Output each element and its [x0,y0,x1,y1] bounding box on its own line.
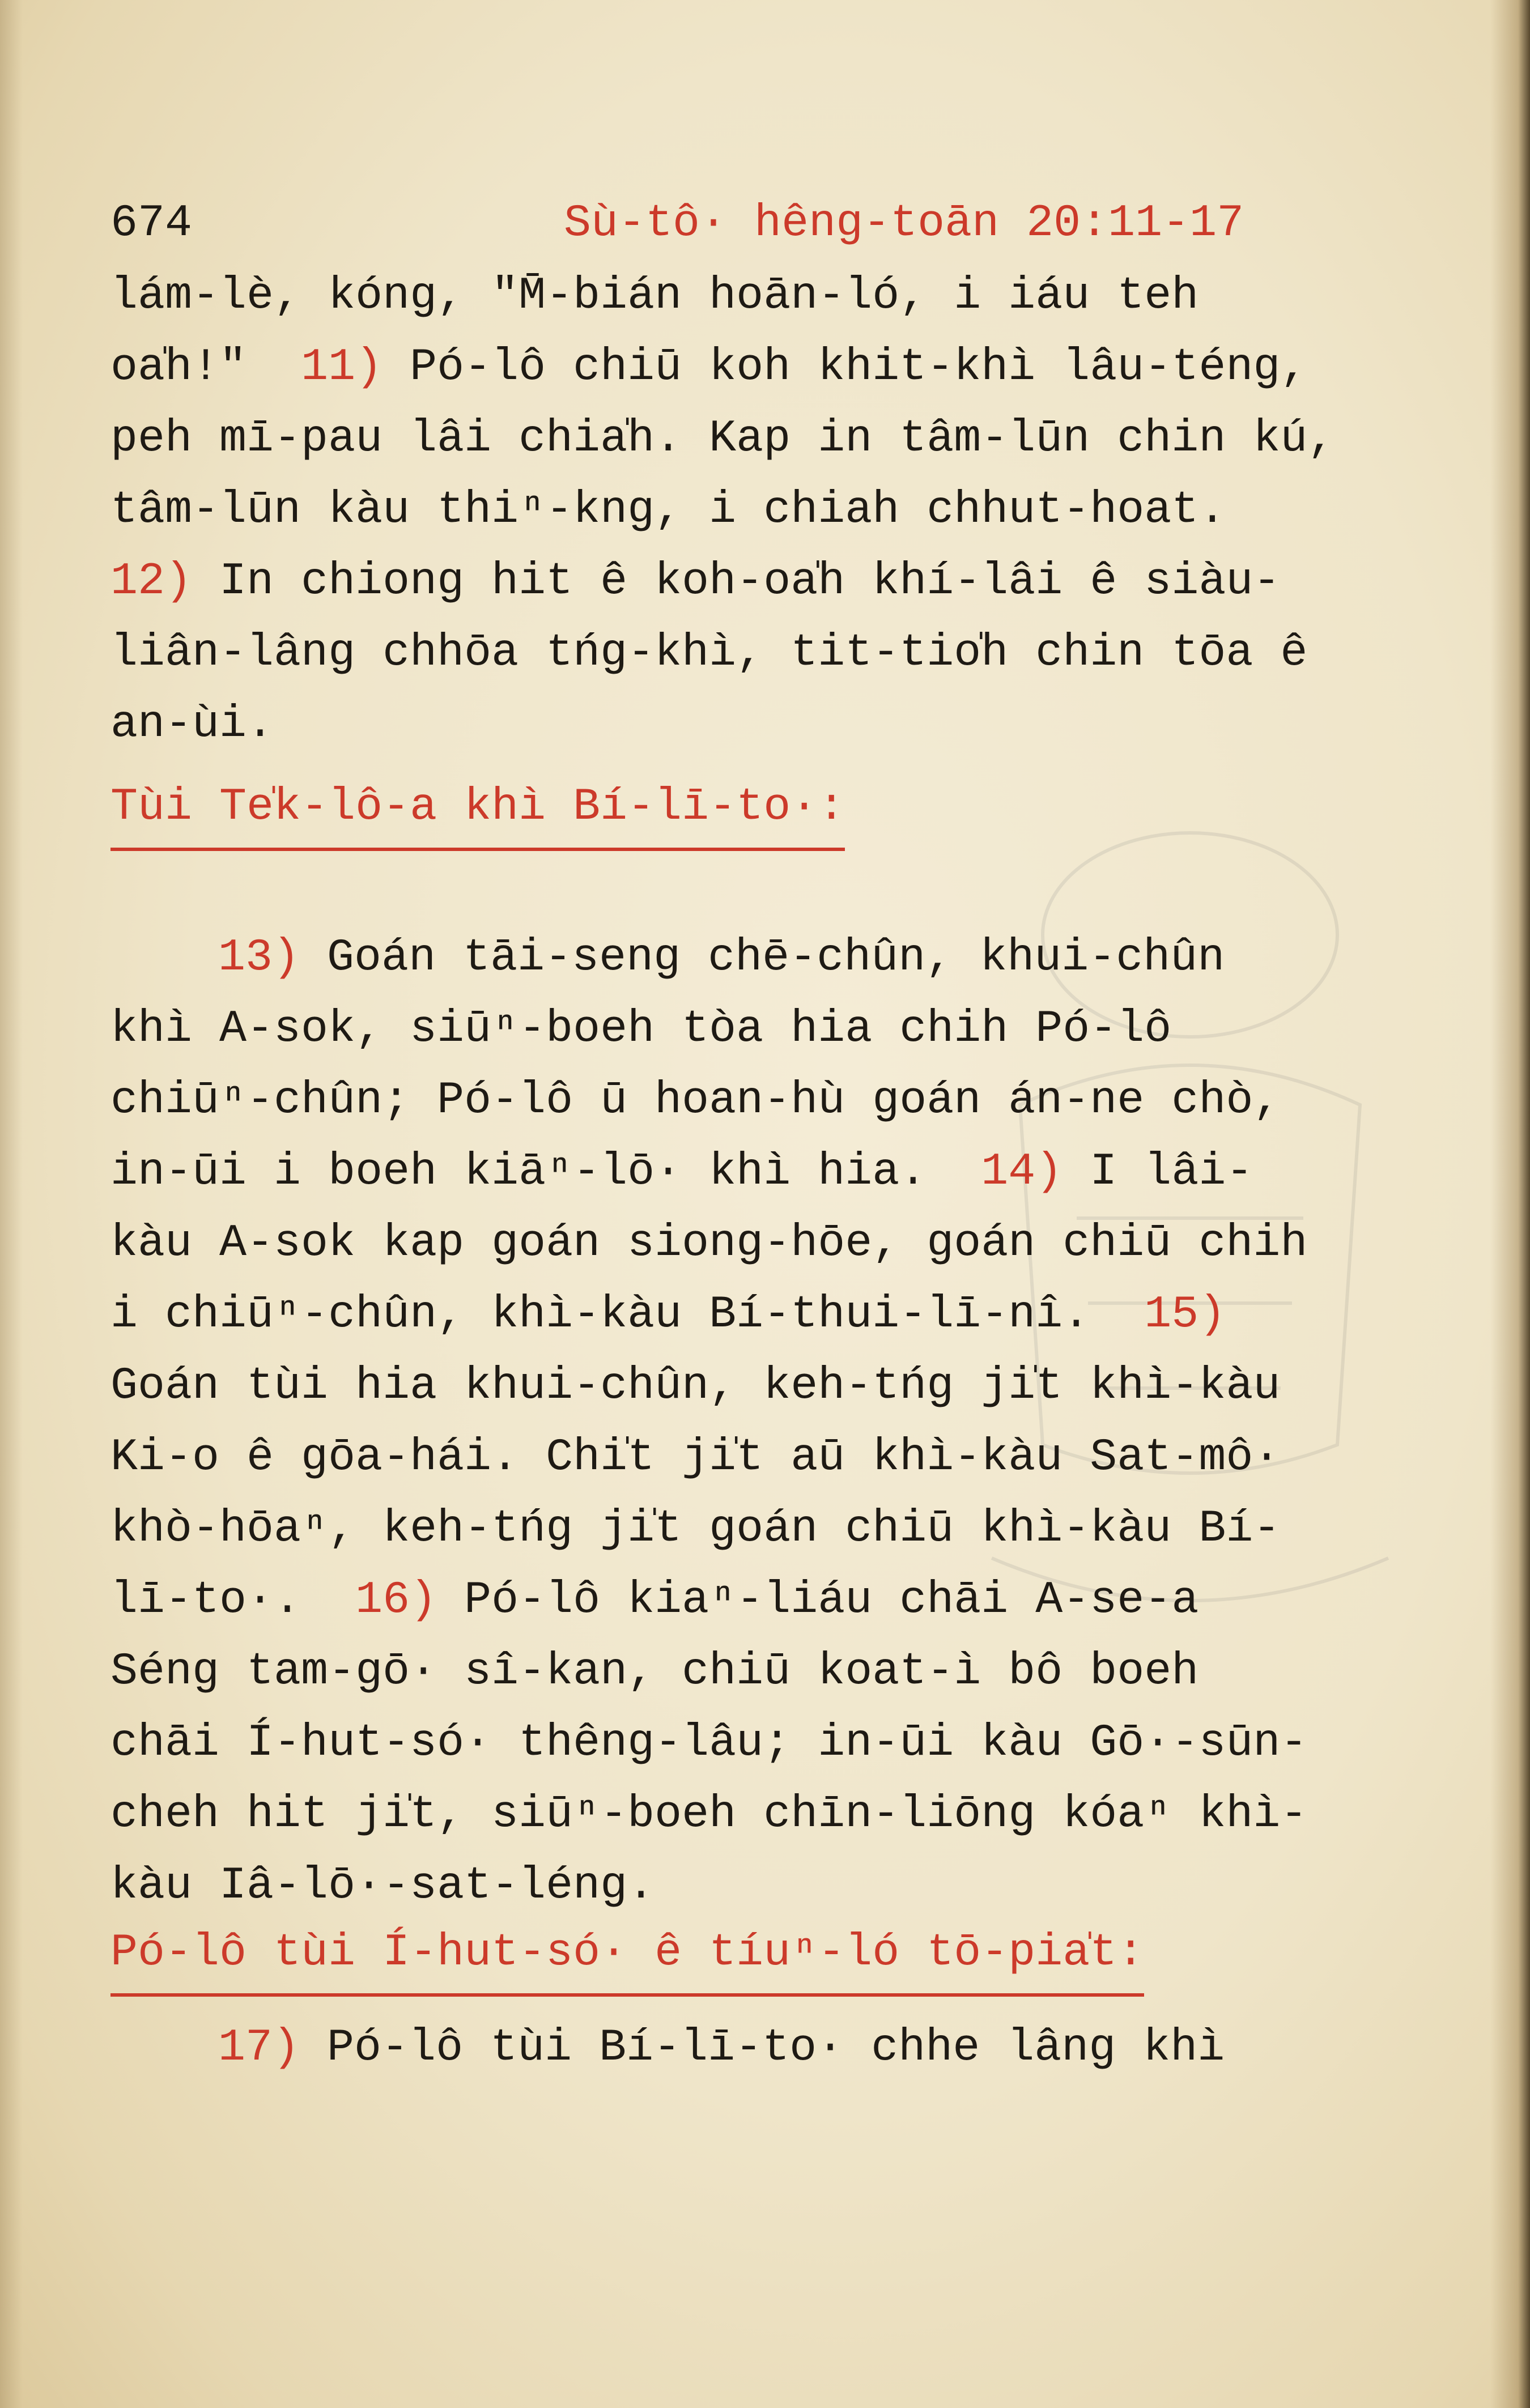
section-heading-row [110,1922,1431,1997]
text-span: Séng tam-gō· sî-kan, chiū koat-ì bô boeh [110,1646,1199,1697]
text-line [110,922,1431,994]
text-line [110,1065,1431,1137]
text-line [110,2013,1431,2084]
verse-number: 12) [110,556,193,607]
text-span: Goán tùi hia khui-chûn, keh-tńg ji̍t khì-kàu [110,1360,1281,1412]
text-line [110,1850,1431,1922]
text-span: khì A-sok, siūⁿ-boeh tòa hia chih Pó-lô [110,1003,1172,1055]
verse-number: 11) [301,342,383,393]
text-span: cheh hit ji̍t, siūⁿ-boeh chīn-liōng kóaⁿ khì- [110,1789,1308,1840]
spacer [110,1997,1431,2013]
verse-number: 15) [1144,1289,1226,1341]
paragraph-verse-17 [110,2013,1431,2084]
text-span: I lâi- [1062,1146,1253,1198]
verse-number: 13) [218,932,300,984]
text-span: kàu Iâ-lō·-sat-léng. [110,1860,655,1912]
page-text [110,187,1431,2084]
text-line [110,1708,1431,1779]
text-line [110,1351,1431,1422]
text-span: lám-lè, kóng, "M̄-bián hoān-ló, i iáu teh [110,270,1199,322]
text-line [110,1279,1431,1351]
text-span: Pó-lô kiaⁿ-liáu chāi A-se-a [437,1575,1199,1626]
section-heading: Pó-lô tùi Í-hut-só· ê tíuⁿ-ló tō-pia̍t: [110,1922,1144,1997]
text-line [110,1779,1431,1850]
text-line [110,1208,1431,1279]
paragraph-verses-11-12 [110,261,1431,760]
text-line [110,475,1431,546]
text-span: in-ūi i boeh kiāⁿ-lō· khì hia. [110,1146,927,1198]
text-line [110,1494,1431,1565]
paragraph-verses-13-16 [110,922,1431,1922]
verse-number: 16) [355,1575,437,1626]
text-span: Ki-o ê gōa-hái. Chi̍t ji̍t aū khì-kàu Sat-mô· [110,1432,1281,1483]
text-span: chiūⁿ-chûn; Pó-lô ū hoan-hù goán án-ne chò, [110,1075,1281,1126]
text-span: liân-lâng chhōa tńg-khì, tit-tio̍h chin tōa ê [110,627,1308,679]
verse-number: 17) [218,2022,300,2074]
verse-number: 14) [981,1146,1063,1198]
text-span: an-ùi. [110,699,274,750]
text-span: peh mī-pau lâi chia̍h. Kap in tâm-lūn chin kú, [110,413,1335,465]
text-line [110,261,1431,332]
text-line [110,994,1431,1065]
text-line [110,1636,1431,1708]
text-line [110,1137,1431,1208]
text-line [110,689,1431,760]
text-span: lī-to·. [110,1575,301,1626]
spacer [110,760,1431,776]
page-gutter-shadow [1490,0,1530,2408]
running-head: Sù-tô· hêng-toān 20:11-17 [564,198,1244,249]
text-span: Pó-lô chiū koh khit-khì lâu-téng, [382,342,1308,393]
page-number: 674 [110,198,193,249]
text-span: i chiūⁿ-chûn, khì-kàu Bí-thui-lī-nî. [110,1289,1090,1341]
text-span: Pó-lô tùi Bí-lī-to· chhe lâng khì [300,2022,1225,2074]
section-heading: Tùi Te̍k-lô-a khì Bí-lī-to·: [110,776,845,851]
page-left-shadow [0,0,23,2408]
text-span: In chiong hit ê koh-oa̍h khí-lâi ê siàu- [192,556,1281,607]
text-line [110,332,1431,403]
spacer [110,851,1431,922]
text-span: kàu A-sok kap goán siong-hōe, goán chiū chih [110,1218,1308,1269]
text-span: chāi Í-hut-só· thêng-lâu; in-ūi kàu Gō·-sūn- [110,1717,1308,1769]
text-span: Goán tāi-seng chē-chûn, khui-chûn [300,932,1225,984]
text-span: tâm-lūn kàu thiⁿ-kng, i chiah chhut-hoat. [110,484,1226,536]
section-heading-row [110,776,1431,851]
text-line [110,1565,1431,1636]
text-line [110,546,1431,618]
text-span: khò-hōaⁿ, keh-tńg ji̍t goán chiū khì-kàu Bí- [110,1503,1281,1555]
page-header [110,187,1431,261]
text-line [110,618,1431,689]
text-line [110,403,1431,475]
text-span: oa̍h!" [110,342,247,393]
text-line [110,1422,1431,1494]
